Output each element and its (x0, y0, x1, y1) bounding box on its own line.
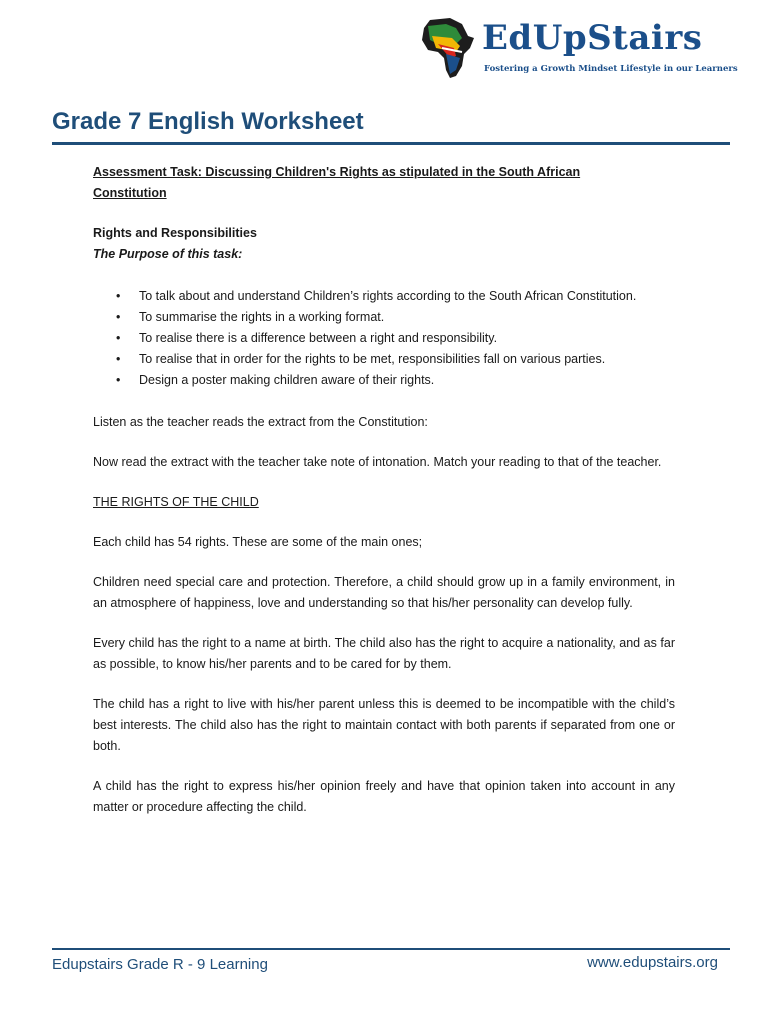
read-instruction: Now read the extract with the teacher take note of intonation. Match your reading to that of the teacher. (93, 455, 662, 469)
footer-left-text: Edupstairs Grade R - 9 Learning (52, 956, 268, 973)
list-item: • Design a poster making children aware of their rights. (116, 373, 435, 387)
africa-map-icon (416, 14, 486, 84)
list-item: • To realise that in order for the rights to be met, responsibilities fall on various parties. (116, 352, 606, 366)
list-item: • To summarise the rights in a working format. (116, 310, 385, 324)
footer-website: www.edupstairs.org (587, 954, 718, 971)
worksheet-body (93, 162, 675, 818)
brand-tagline: Fostering a Growth Mindset Lifestyle in our Learners (484, 64, 738, 74)
section-heading: Rights and Responsibilities (93, 226, 257, 240)
list-item: • To realise there is a difference between a right and responsibility. (116, 331, 498, 345)
purpose-list (93, 286, 675, 391)
page-title: Grade 7 English Worksheet (52, 108, 364, 135)
intro-text: Each child has 54 rights. These are some of the main ones; (93, 535, 423, 549)
paragraph: Every child has the right to a name at birth. The child also has the right to acquire a nationality, and as far as possible, to know his/her parents and to be cared for by them. (93, 636, 675, 671)
list-item: • To talk about and understand Children’s rights according to the South African Constitution. (116, 289, 637, 303)
footer-divider (52, 948, 730, 950)
paragraph: A child has the right to express his/her opinion freely and have that opinion taken into account in any matter or procedure affecting the child. (93, 779, 675, 814)
paragraph: Children need special care and protection. Therefore, a child should grow up in a family environment, in an atmosphere of happiness, love and understanding so that his/her personality can develop fully. (93, 575, 675, 610)
title-divider (52, 142, 730, 145)
rights-heading: THE RIGHTS OF THE CHILD (93, 495, 259, 509)
brand-name: EdUpStairs (482, 18, 703, 58)
purpose-heading: The Purpose of this task: (93, 247, 243, 261)
listen-instruction: Listen as the teacher reads the extract from the Constitution: (93, 415, 428, 429)
paragraph: The child has a right to live with his/her parent unless this is deemed to be incompatible with the child’s best interests. The child also has the right to maintain contact with both parents if separated from one or both. (93, 697, 675, 753)
assessment-task-heading: Assessment Task: Discussing Children's Rights as stipulated in the South African Constitution (93, 165, 581, 200)
edupstairs-logo (416, 14, 736, 84)
